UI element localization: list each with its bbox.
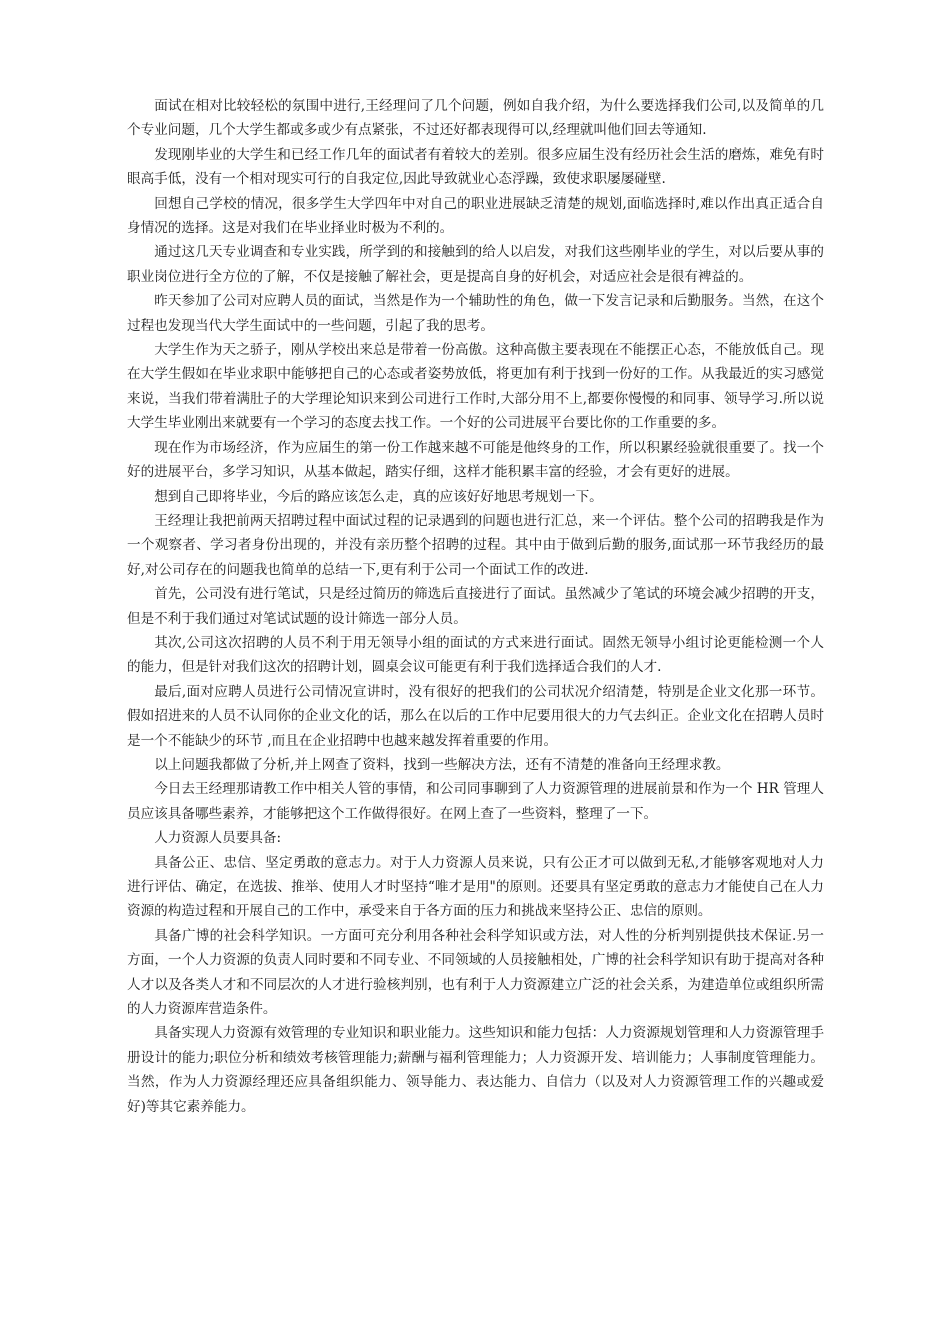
paragraph-2: 发现刚毕业的大学生和已经工作几年的面试者有着较大的差别。很多应届生没有经历社会生活的磨炼，难免有时眼高手低，没有一个相对现实可行的自我定位,因此导致就业心态浮躁，致使求职屡屡碰壁. [127, 146, 824, 188]
document-body [127, 94, 824, 1119]
paragraph-16: 具备公正、忠信、坚定勇敢的意志力。对于人力资源人员来说，只有公正才可以做到无私,才能够客观地对人力进行评估、确定，在选拔、推举、使用人才时坚持“唯才是用"的原则。还要具有坚定勇敢的意志力才能使自己在人力资源的构造过程和开展自己的工作中，承受来自于各方面的压力和挑战来坚持公正、忠信的原则。 [127, 854, 824, 920]
paragraph-3: 回想自己学校的情况，很多学生大学四年中对自己的职业进展缺乏清楚的规划,面临选择时,难以作出真正适合自身情况的选择。这是对我们在毕业择业时极为不利的。 [127, 195, 824, 237]
paragraph-8: 想到自己即将毕业，今后的路应该怎么走，真的应该好好地思考规划一下。 [154, 488, 603, 505]
paragraph-4: 通过这几天专业调查和专业实践，所学到的和接触到的给人以启发，对我们这些刚毕业的学生，对以后要从事的职业岗位进行全方位的了解，不仅是接触了解社会，更是提高自身的好机会，对适应社会是很有裨益的。 [127, 244, 824, 285]
paragraph-10: 首先，公司没有进行笔试，只是经过简历的筛选后直接进行了面试。虽然减少了笔试的环境会减少招聘的开支，但是不利于我们通过对笔试试题的设计筛选一部分人员。 [127, 586, 824, 627]
paragraph-13: 以上问题我都做了分析,并上网查了资料，找到一些解决方法，还有不清楚的准备向王经理求教。 [154, 756, 730, 773]
paragraph-9: 王经理让我把前两天招聘过程中面试过程的记录遇到的问题也进行汇总，来一个评估。整个公司的招聘我是作为一个观察者、学习者身份出现的，并没有亲历整个招聘的过程。其中由于做到后勤的服务,面试那一环节我经历的最好,对公司存在的问题我也简单的总结一下,更有利于公司一个面试工作的改进. [127, 512, 824, 578]
paragraph-7: 现在作为市场经济，作为应届生的第一份工作越来越不可能是他终身的工作，所以积累经验就很重要了。找一个好的进展平台，多学习知识，从基本做起，踏实仔细，这样才能积累丰富的经验，才会有更好的进展。 [127, 439, 824, 481]
paragraph-1: 面试在相对比较轻松的氛围中进行,王经理问了几个问题，例如自我介绍，为什么要选择我们公司,以及简单的几个专业问题，几个大学生都或多或少有点紧张，不过还好都表现得可以,经理就叫他们回去等通知. [127, 98, 824, 139]
paragraph-17: 具备广博的社会科学知识。一方面可充分利用各种社会科学知识或方法，对人性的分析判别提供技术保证.另一方面，一个人力资源的负责人同时要和不同专业、不同领域的人员接触相处，广博的社会科学知识有助于提高对各种人才以及各类人才和不同层次的人才进行验核判别，也有利于人力资源建立广泛的社会关系，为建造单位或组织所需的人力资源库营造条件。 [127, 927, 824, 1018]
paragraph-5: 昨天参加了公司对应聘人员的面试，当然是作为一个辅助性的角色，做一下发言记录和后勤服务。当然，在这个过程也发现当代大学生面试中的一些问题，引起了我的思考。 [127, 293, 824, 334]
paragraph-12: 最后,面对应聘人员进行公司情况宣讲时，没有很好的把我们的公司状况介绍清楚，特别是企业文化那一环节。假如招进来的人员不认同你的企业文化的话，那么在以后的工作中尼要用很大的力气去纠正。企业文化在招聘人员时是一个不能缺少的环节 ,而且在企业招聘中也越来越发挥着重要的作用。 [127, 683, 824, 749]
section-heading: 人力资源人员要具备: [154, 830, 282, 847]
paragraph-6: 大学生作为天之骄子，刚从学校出来总是带着一份高傲。这种高傲主要表现在不能摆正心态，不能放低自己。现在大学生假如在毕业求职中能够把自己的心态或者姿势放低，将更加有利于找到一份好的工作。从我最近的实习感觉来说，当我们带着满肚子的大学理论知识来到公司进行工作时,大部分用不上,都要你慢慢的和同事、领导学习.所以说大学生毕业刚出来就要有一个学习的态度去找工作。一个好的公司进展平台要比你的工作重要的多。 [127, 342, 824, 432]
paragraph-14: 今日去王经理那请教工作中相关人管的事情，和公司同事聊到了人力资源管理的进展前景和作为一个 HR 管理人员应该具备哪些素养，才能够把这个工作做得很好。在网上查了一些资料，整理了一下。 [127, 781, 824, 822]
paragraph-18: 具备实现人力资源有效管理的专业知识和职业能力。这些知识和能力包括：人力资源规划管理和人力资源管理手册设计的能力;职位分析和绩效考核管理能力;薪酬与福利管理能力；人力资源开发、培训能力；人事制度管理能力。当然，作为人力资源经理还应具备组织能力、领导能力、表达能力、自信力（以及对人力资源管理工作的兴趣或爱好)等其它素养能力。 [127, 1025, 824, 1115]
paragraph-11: 其次,公司这次招聘的人员不利于用无领导小组的面试的方式来进行面试。固然无领导小组讨论更能检测一个人的能力，但是针对我们这次的招聘计划，圆桌会议可能更有利于我们选择适合我们的人才. [127, 634, 824, 676]
